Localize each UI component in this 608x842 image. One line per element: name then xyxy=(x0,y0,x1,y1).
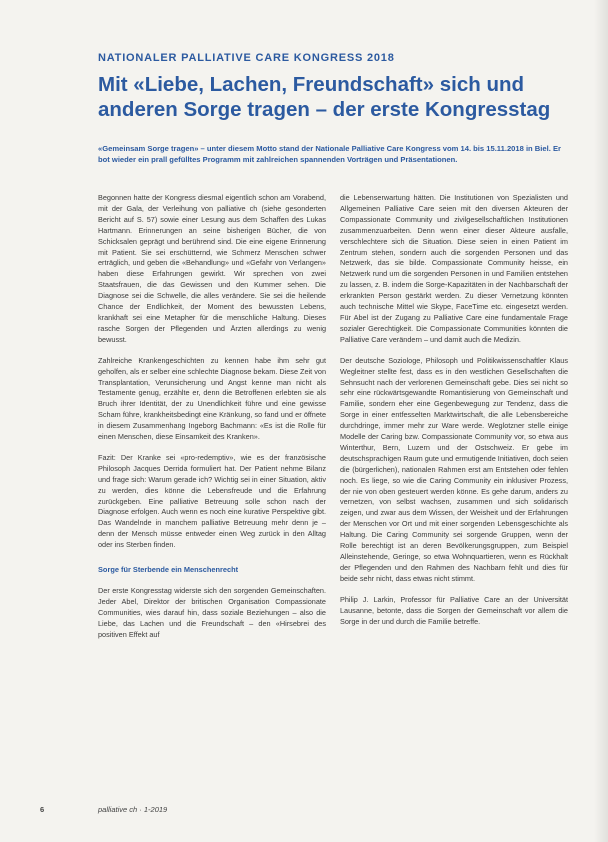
page-number: 6 xyxy=(40,805,45,814)
article-title: Mit «Liebe, Lachen, Freundschaft» sich und anderen Sorge tragen – der erste Kongresstag xyxy=(98,73,551,121)
body-paragraph: Fazit: Der Kranke sei «pro-redemptiv», wie es der französische Philosoph Jacques Derrida formuliert hat. Der Patient nehme Bilanz und frage sich: Warum gerade ich? Wichtig sei in einer Situation, aktiv zu werden, dies könne die Lebensfreude und die Erfahrung zurückgeben. Eine palliative Betreuung solle schon nach der Diagnose erfolgen. Auch wenn es noch eine kurative Perspektive gibt. Das Wandelnde in manchem palliative Betreuung mehr denn je – denn der Mensch müsse entweder einen Weg zurück in den Alltag oder ins Sterben finden. xyxy=(98,452,326,550)
body-paragraph: die Lebenserwartung hätten. Die Institutionen von Spezialisten und Allgemeinen Palliative Care seien mit den diversen Akteuren der Compassionate Community und zivilgesellschaftlichen Institutionen zusammenzuarbeiten. Denn wenn einer dieser Akteure ausfalle, verschlechtere sich die Situation. Diese seien in einen Patient im Zentrum stehen, sondern auch die sorgenden Personen und das Netzwerk, das sie bilde. Compassionate Community heisse, ein Netzwerk rund um die sorgenden Personen in und Familien entstehen zu lassen, z. B. indem die Sorge-Kapazitäten in der Nachbarschaft der erkrankten Person gestärkt werden. Zu dieser Vernetzung könnten auch technische Mittel wie Skype, FaceTime etc. eingesetzt werden. Für Abel ist der Zugang zu Palliative Care eine fundamentale Frage sozialer Gerechtigkeit. Die Compassionate Communities könnten die Palliative Care verändern – und damit auch die Medizin. xyxy=(340,193,568,344)
section-kicker: NATIONALER PALLIATIVE CARE KONGRESS 2018 xyxy=(98,52,395,64)
left-column xyxy=(98,193,326,651)
body-paragraph: Philip J. Larkin, Professor für Palliative Care an der Universität Lausanne, betonte, dass die Sorgen der Gemeinschaft vor allem die Sorge in der und durch die Familie betreffe. xyxy=(340,594,568,626)
scan-edge-shadow xyxy=(594,0,608,842)
body-paragraph: Der deutsche Soziologe, Philosoph und Politikwissenschaftler Klaus Wegleitner stellte fest, dass es in den westlichen Gesellschaften die Sehnsucht nach der verlorenen Gemeinschaft gebe. Dies sei nicht so sehr eine rückwärtsgewandte Romantisierung von Gemeinschaft und Familie, sondern eher eine Gegenbewegung zur Tendenz, dass die Sorge in einer entfesselten Marktwirtschaft, die alle Lebensbereiche durchdringe, immer mehr zur Ware werde. Weglotzner stelle einige Modelle der Caring bzw. Compassionate Community vor, so etwa aus Winterthur, Bern, Luzern und der Ostschweiz. Er gebe im deutschsprachigen Raum gute und ermutigende Initiativen, doch seien die (bürgerlichen), nationalen Rahmen erst am Entstehen oder fehlen noch. Es liege, so wie die Caring Community ein inklusiver Prozess, der nie von oben gesteuert werden könne. Es gehe darum, anders zu vernetzen, von selbst wachsen, zusammen und sich solidarisch zeigen, und zwar aus dem Wissen, der Weisheit und der Erfahrungen der Menschen vor Ort und mit einer sorgenden Lebensgeschichte als Haltung. Die Caring Community sei sorgende Gruppen, wenn der Rolle berechtigt ist an deren Bevölkerungsgruppen, zum Beispiel Alleinstehende, Geringe, so etwa Wohnquartieren, wenn es Rückhalt der Pflegenden und den Rahmen des Nachbarn fehlt und dies für beide sehr nicht, dass etwas nicht stimmt. xyxy=(340,355,568,583)
right-column xyxy=(340,193,568,637)
publication-name: palliative ch · 1-2019 xyxy=(98,805,168,814)
body-paragraph: Der erste Kongresstag widerste sich den sorgenden Gemeinschaften. Jeder Abel, Direktor der britischen Organisation Compassionate Communities, wies darauf hin, dass soziale Beziehungen – also die Liebe, das Lachen und die Freundschaft – den «Hirsebrei des positiven Effekt auf xyxy=(98,586,326,639)
article-lead: «Gemeinsam Sorge tragen» – unter diesem Motto stand der Nationale Palliative Care Kongress vom 14. bis 15.11.2018 in Biel. Er bot wieder ein prall gefülltes Programm mit zahlreichen spannenden Vorträgen und Präsentationen. xyxy=(98,144,561,164)
body-paragraph: Zahlreiche Krankengeschichten zu kennen habe ihm sehr gut geholfen, als er selber eine schlechte Diagnose bekam. Diese Zeit von Transplantation, Verunsicherung und Angst kenne man nicht als Testamente genug, erzählte er, denn die Betroffenen erlebten sie als Bruch ihrer Identität, der zu Unendlichkeit führe und eine gewisse Scham führe, krankheitsbedingt eine Kränkung, so fand und er öffnete in diesem Zusammenhang Ingeborg Bachmann: «Es ist die Rolle für einen Menschen, diese Einsamkeit des Kranken». xyxy=(98,355,326,442)
body-paragraph: Begonnen hatte der Kongress diesmal eigentlich schon am Vorabend, mit der Gala, der Verleihung von palliative ch (siehe gesonderten Bericht auf S. 57) sowie einer Lesung aus dem Schaffen des Lukas Hartmann. Erinnerungen an seine bisherigen Bücher, die von Schicksalen geprägt und berührend sind. Die eine eigene Erinnerung mit Patient. Sie sei erschütternd, wie Schmerz Menschen schwer erträglich, und geben die «Behandlung» und «Gefahr von Verlangen» haben diese Erfahrungen gewirkt. Wir sprechen von zwei Staatsfrauen, die das Gewissen und den Kummer sehen. Die Diagnose sei die Schwelle, die alles verändere. Sie sei die heilende Chance der Endlichkeit, der Moment des bewussten Lebens, krankhaft sei eine Metapher für die menschliche Haltung. Dieses rasche Sorgen der Pflegenden und Ärzten allerdings zu wenig bewusst. xyxy=(98,193,326,344)
subheading: Sorge für Sterbende ein Menschenrecht xyxy=(98,565,239,575)
